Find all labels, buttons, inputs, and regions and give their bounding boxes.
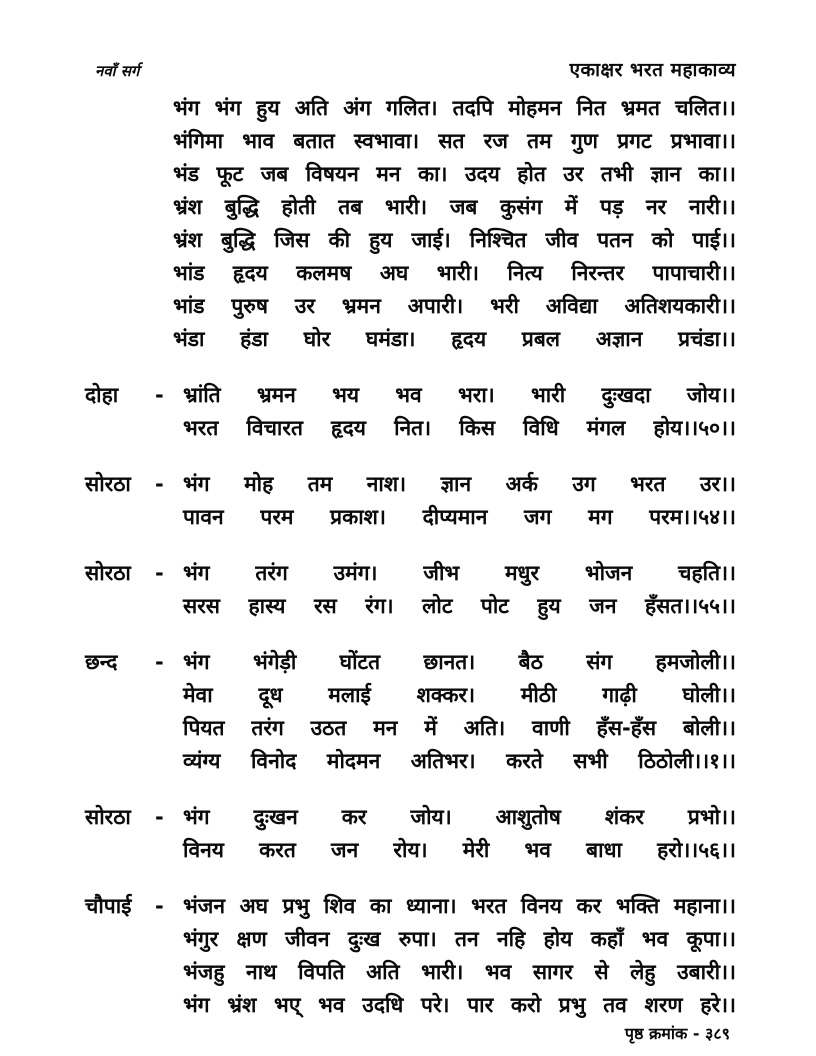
stanza-type-label: छन्द [85,650,118,674]
stanza [85,890,736,1022]
verse-line: व्यंग्य विनोद मोदमन अतिभर। करते सभी ठिठोली।।१।। [183,749,736,773]
verse-line: पावन परम प्रकाश। दीप्यमान जग मग परम।।५४।। [183,505,736,529]
verse-line: भ्रंश बुद्धि होती तब भारी। जब कुसंग में पड़ नर नारी।। [173,195,736,219]
stanza-type-label: सोरठा [85,472,131,496]
verse-line: भांड हृदय कलमष अघ भारी। नित्य निरन्तर पापाचारी।। [173,261,736,285]
verse-line: विनय करत जन रोय। मेरी भव बाधा हरो।।५६।। [183,838,736,862]
stanza-lines [173,92,736,356]
stanza [85,92,736,356]
verse-line: भंडा हंडा घोर घमंडा। हृदय प्रबल अज्ञान प्रचंडा।। [173,327,736,351]
page-number: पृष्ठ क्रमांक - ३८९ [624,1024,730,1043]
verse-line: पियत तरंग उठत मन में अति। वाणी हँस-हँस बोली।। [183,716,736,740]
verse-line: भंड फूट जब विषयन मन का। उदय होत उर तभी ज्ञान का।। [173,162,736,186]
page-header [85,56,736,82]
verse-line: भरत विचारत हृदय नित। किस विधि मंगल होय।।५०।। [183,416,736,440]
stanza-dash: - [155,650,164,674]
book-title: एकाक्षर भरत महाकाव्य [569,59,736,81]
verse-line: भांड पुरुष उर भ्रमन अपारी। भरी अविद्या अतिशयकारी।। [173,294,736,318]
verse-line: भंग तरंग उमंग। जीभ मधुर भोजन चहति।। [183,561,736,585]
stanza-lines [183,646,736,778]
verse-line: भ्रंश बुद्धि जिस की हुय जाई। निश्चित जीव पतन को पाई।। [173,228,736,252]
stanza-type-label: सोरठा [85,561,131,585]
stanza [85,468,736,534]
stanza-lines [183,468,736,534]
stanza-type-label: चौपाई [85,894,132,918]
stanza-dash: - [155,472,164,496]
stanza-dash: - [155,383,164,407]
stanza-type-label: दोहा [85,383,119,407]
verse-content [85,92,736,1022]
verse-line: भंजहु नाथ विपति अति भारी। भव सागर से लेहु उबारी।। [183,960,736,984]
stanza-type-label [85,92,155,356]
stanza [85,379,736,445]
verse-line: भंगुर क्षण जीवन दुःख रुपा। तन नहि होय कहाँ भव कूपा।। [183,927,736,951]
stanza-dash: - [155,894,164,918]
stanza-lines [183,557,736,623]
verse-line: भंग भंगेड़ी घोंटत छानत। बैठ संग हमजोली।। [183,650,736,674]
verse-line: भंग मोह तम नाश। ज्ञान अर्क उग भरत उर।। [183,472,736,496]
verse-line: भंग भ्रंश भए् भव उदधि परे। पार करो प्रभु तव शरण हरे।। [183,993,736,1017]
stanza-dash: - [155,805,164,829]
stanza-type-label: सोरठा [85,805,131,829]
chapter-title: नवाँ सर्ग [95,62,140,80]
verse-line: भंग दुःखन कर जोय। आशुतोष शंकर प्रभो।। [183,805,736,829]
stanza-dash: - [155,561,164,585]
stanza [85,801,736,867]
verse-line: भंजन अघ प्रभु शिव का ध्याना। भरत विनय कर भक्ति महाना।। [183,894,736,918]
stanza-lines [183,379,736,445]
stanza [85,646,736,778]
verse-line: भ्रांति भ्रमन भय भव भरा। भारी दुःखदा जोय।। [183,383,736,407]
stanza [85,557,736,623]
page-footer [85,1022,736,1044]
verse-line: सरस हास्य रस रंग। लोट पोट हुय जन हँसत।।५५।। [183,594,736,618]
verse-line: भंगिमा भाव बतात स्वभावा। सत रज तम गुण प्रगट प्रभावा।। [173,129,736,153]
stanza-dash [155,92,173,356]
stanza-lines [183,890,736,1022]
verse-line: मेवा दूध मलाई शक्कर। मीठी गाढ़ी घोली।। [183,683,736,707]
verse-line: भंग भंग हुय अति अंग गलित। तदपि मोहमन नित भ्रमत चलित।। [173,96,736,120]
stanza-lines [183,801,736,867]
